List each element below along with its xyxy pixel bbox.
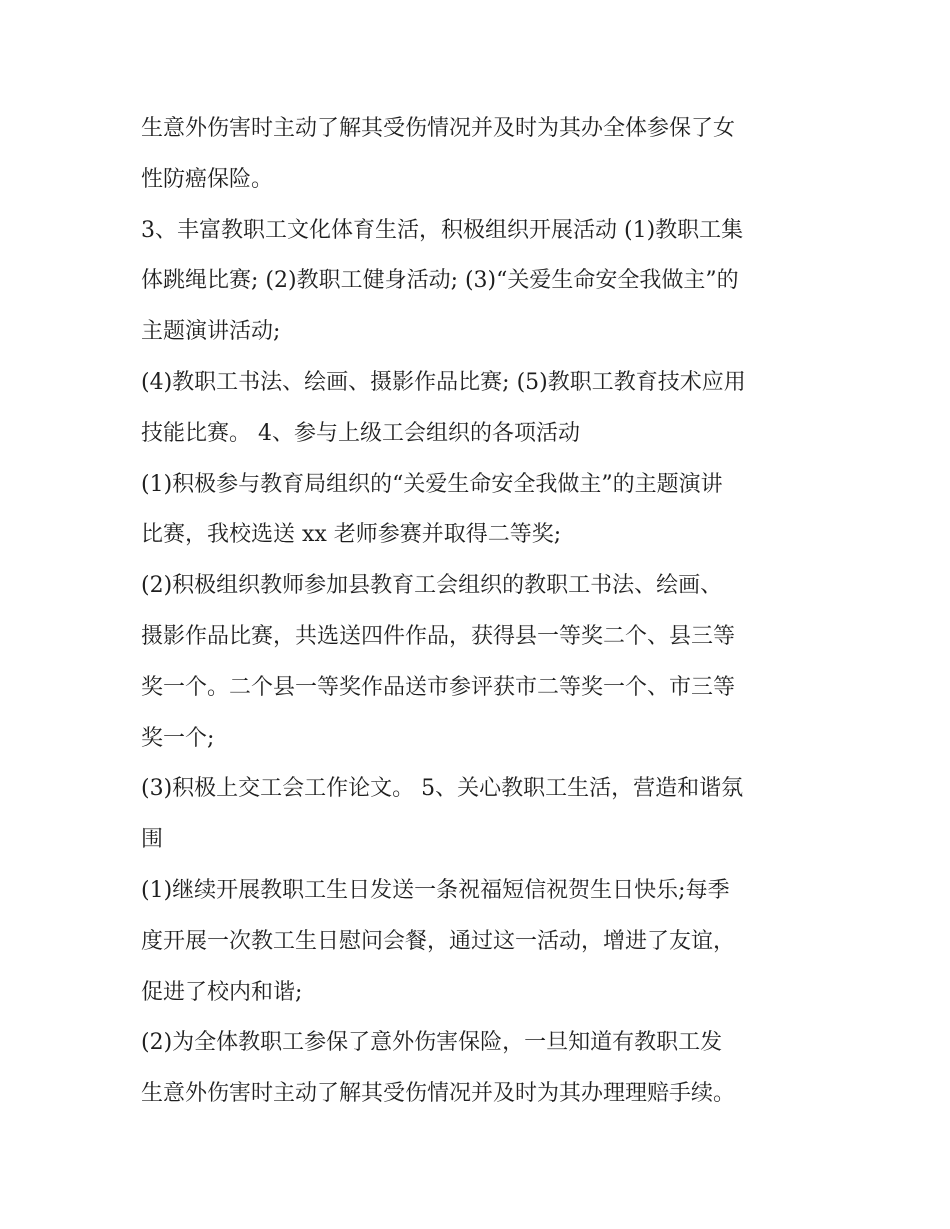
text-line: 比赛，我校选送 xx 老师参赛并取得二等奖; (141, 522, 562, 548)
text-line: (3)积极上交工会工作论文。 5、关心教职工生活，营造和谐氛 (141, 776, 744, 802)
text-line: (1)继续开展教职工生日发送一条祝福短信祝贺生日快乐;每季 (141, 877, 730, 903)
text-line: 3、丰富教职工文化体育生活，积极组织开展活动 (1)教职工集 (141, 217, 744, 243)
text-line: 摄影作品比赛，共选送四件作品，获得县一等奖二个、县三等 (141, 623, 736, 649)
text-line: (2)积极组织教师参加县教育工会组织的教职工书法、绘画、 (141, 573, 723, 599)
text-line: 奖一个; (141, 725, 215, 751)
body-text (141, 104, 821, 1120)
text-line: 奖一个。二个县一等奖作品送市参评获市二等奖一个、市三等 (141, 674, 736, 700)
text-line: 体跳绳比赛; (2)教职工健身活动; (3)“关爱生命安全我做主”的 (141, 268, 739, 294)
text-line: 性防癌保险。 (141, 166, 274, 192)
text-line: 度开展一次教工生日慰问会餐，通过这一活动，增进了友谊， (141, 928, 736, 954)
text-line: 生意外伤害时主动了解其受伤情况并及时为其办理理赔手续。 (141, 1081, 736, 1107)
text-line: 促进了校内和谐; (141, 979, 303, 1005)
text-line: 生意外伤害时主动了解其受伤情况并及时为其办全体参保了女 (141, 116, 736, 141)
text-line: (4)教职工书法、绘画、摄影作品比赛; (5)教职工教育技术应用 (141, 369, 746, 395)
text-line: (1)积极参与教育局组织的“关爱生命安全我做主”的主题演讲 (141, 471, 723, 497)
text-line: (2)为全体教职工参保了意外伤害保险，一旦知道有教职工发 (141, 1030, 723, 1056)
text-line: 主题演讲活动; (141, 319, 281, 345)
text-line: 技能比赛。 4、参与上级工会组织的各项活动 (141, 420, 580, 446)
text-line: 围 (141, 827, 164, 853)
